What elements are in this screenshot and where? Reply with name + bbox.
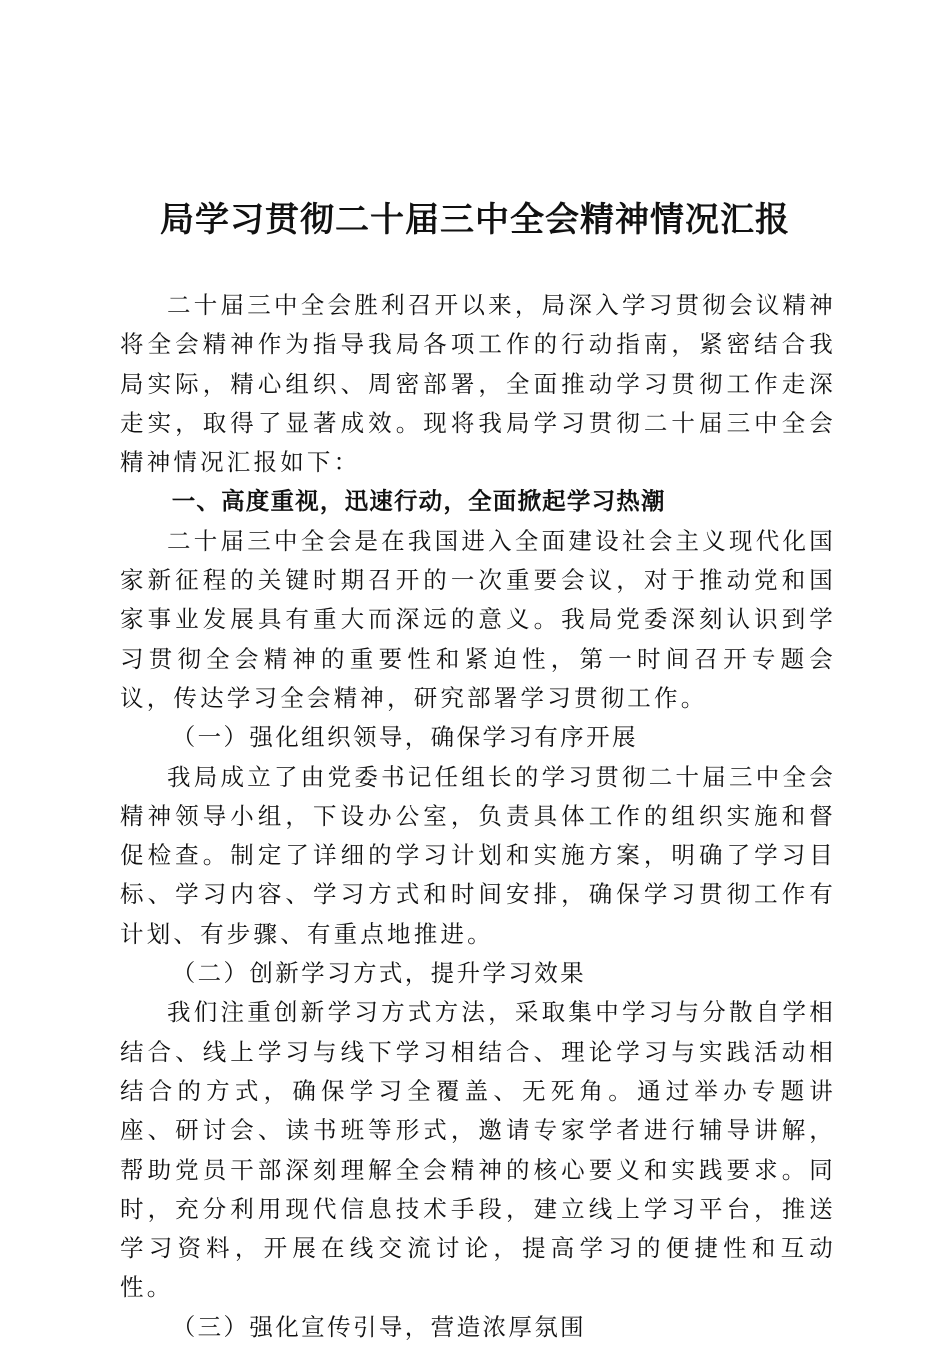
subsection-heading-3: （三）强化宣传引导，营造浓厚氛围 [171, 1312, 587, 1341]
subsection-1-paragraph: 我局成立了由党委书记任组长的学习贯彻二十届三中全会精神领导小组，下设办公室，负责具体工作的组织实施和督促检查。制定了详细的学习计划和实施方案，明确了学习目标、学习内容、学习方式和时间安排，确保学习贯彻工作有计划、有步骤、有重点地推进。 [120, 762, 836, 948]
subsection-heading-2: （二）创新学习方式，提升学习效果 [171, 959, 587, 988]
subsection-2-paragraph: 我们注重创新学习方式方法，采取集中学习与分散自学相结合、线上学习与线下学习相结合、理论学习与实践活动相结合的方式，确保学习全覆盖、无死角。通过举办专题讲座、研讨会、读书班等形式，邀请专家学者进行辅导讲解，帮助党员干部深刻理解全会精神的核心要义和实践要求。同时，充分利用现代信息技术手段，建立线上学习平台，推送学习资料，开展在线交流讨论，提高学习的便捷性和互动性。 [120, 998, 836, 1302]
section-1-paragraph: 二十届三中全会是在我国进入全面建设社会主义现代化国家新征程的关键时期召开的一次重要会议，对于推动党和国家事业发展具有重大而深远的意义。我局党委深刻认识到学习贯彻全会精神的重要性和紧迫性，第一时间召开专题会议，传达学习全会精神，研究部署学习贯彻工作。 [120, 526, 836, 712]
section-heading-1: 一、高度重视，迅速行动，全面掀起学习热潮 [171, 487, 666, 516]
document-title: 局学习贯彻二十届三中全会精神情况汇报 [160, 200, 790, 240]
document-body [120, 286, 836, 1347]
subsection-heading-1: （一）强化组织领导，确保学习有序开展 [171, 723, 638, 752]
intro-paragraph: 二十届三中全会胜利召开以来，局深入学习贯彻会议精神将全会精神作为指导我局各项工作的行动指南，紧密结合我局实际，精心组织、周密部署，全面推动学习贯彻工作走深走实，取得了显著成效。现将我局学习贯彻二十届三中全会精神情况汇报如下： [120, 291, 836, 477]
